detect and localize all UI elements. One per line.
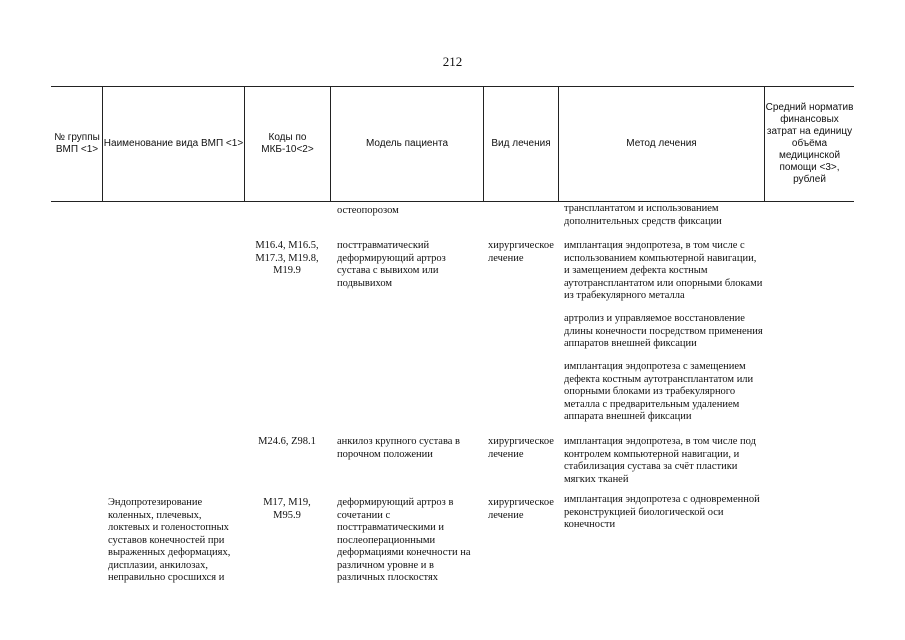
header-bottom-border xyxy=(51,201,854,202)
treatment-method-cell: имплантация эндопротеза, в том числе под контролем компьютерной навигации, и стабилизация сустава за счёт пластики мягких тканей xyxy=(564,436,756,485)
patient-model-cell: анкилоз крупного сустава в порочном положении xyxy=(337,436,461,460)
page-number: 212 xyxy=(442,54,463,69)
patient-model-cell: посттравматический деформирующий артроз сустава с вывихом или подвывихом xyxy=(337,240,446,289)
icd-codes-cell: M24.6, Z98.1 xyxy=(258,436,316,447)
treatment-method-cell: артролиз и управляемое восстановление длины конечности посредством применения аппаратов внешней фиксации xyxy=(564,313,763,349)
treatment-type-cell: хирургическое лечение xyxy=(488,497,554,521)
header-group-number: № группы ВМП <1> xyxy=(54,131,100,155)
header-avg-cost: Средний норматив финансовых затрат на единицу объёма медицинской помощи <3>, рублей xyxy=(765,101,854,185)
treatment-type-cell: хирургическое лечение xyxy=(488,240,554,264)
header-treatment-method: Метод лечения xyxy=(626,137,697,149)
header-icd-codes: Коды по МКБ-10<2> xyxy=(261,131,314,155)
treatment-method-cell: имплантация эндопротеза с замещением дефекта костным аутотрансплантатом или опорными блоками из трабекулярного металла с предварительным удалением аппарата внешней фиксации xyxy=(564,361,754,422)
treatment-method-cell: имплантация эндопротеза с одновременной реконструкцией биологической оси конечности xyxy=(564,494,760,530)
patient-model-cell: остеопорозом xyxy=(337,205,399,216)
header-treatment-type: Вид лечения xyxy=(491,137,551,149)
header-vmp-name: Наименование вида ВМП <1> xyxy=(103,137,244,149)
vmp-name-cell: Эндопротезирование коленных, плечевых, локтевых и голеностопных суставов конечностей при выраженных деформациях, дисплазии, анкилозах, неправильно сросшихся и xyxy=(108,497,231,583)
header-patient-model: Модель пациента xyxy=(365,137,449,149)
treatment-method-cell: имплантация эндопротеза, в том числе с использованием компьютерной навигации, и замещением дефекта костным аутотрансплантатом или опорными блоками из трабекулярного металла xyxy=(564,240,763,301)
treatment-method-cell: трансплантатом и использованием дополнительных средств фиксации xyxy=(564,203,722,227)
treatment-type-cell: хирургическое лечение xyxy=(488,436,554,460)
patient-model-cell: деформирующий артроз в сочетании с посттравматическими и послеоперационными деформациями конечности на различном уровне и в различных плоскостях xyxy=(337,497,471,583)
icd-codes-cell: M17, M19, M95.9 xyxy=(263,497,311,521)
icd-codes-cell: M16.4, M16.5, M17.3, M19.8, M19.9 xyxy=(255,240,319,276)
